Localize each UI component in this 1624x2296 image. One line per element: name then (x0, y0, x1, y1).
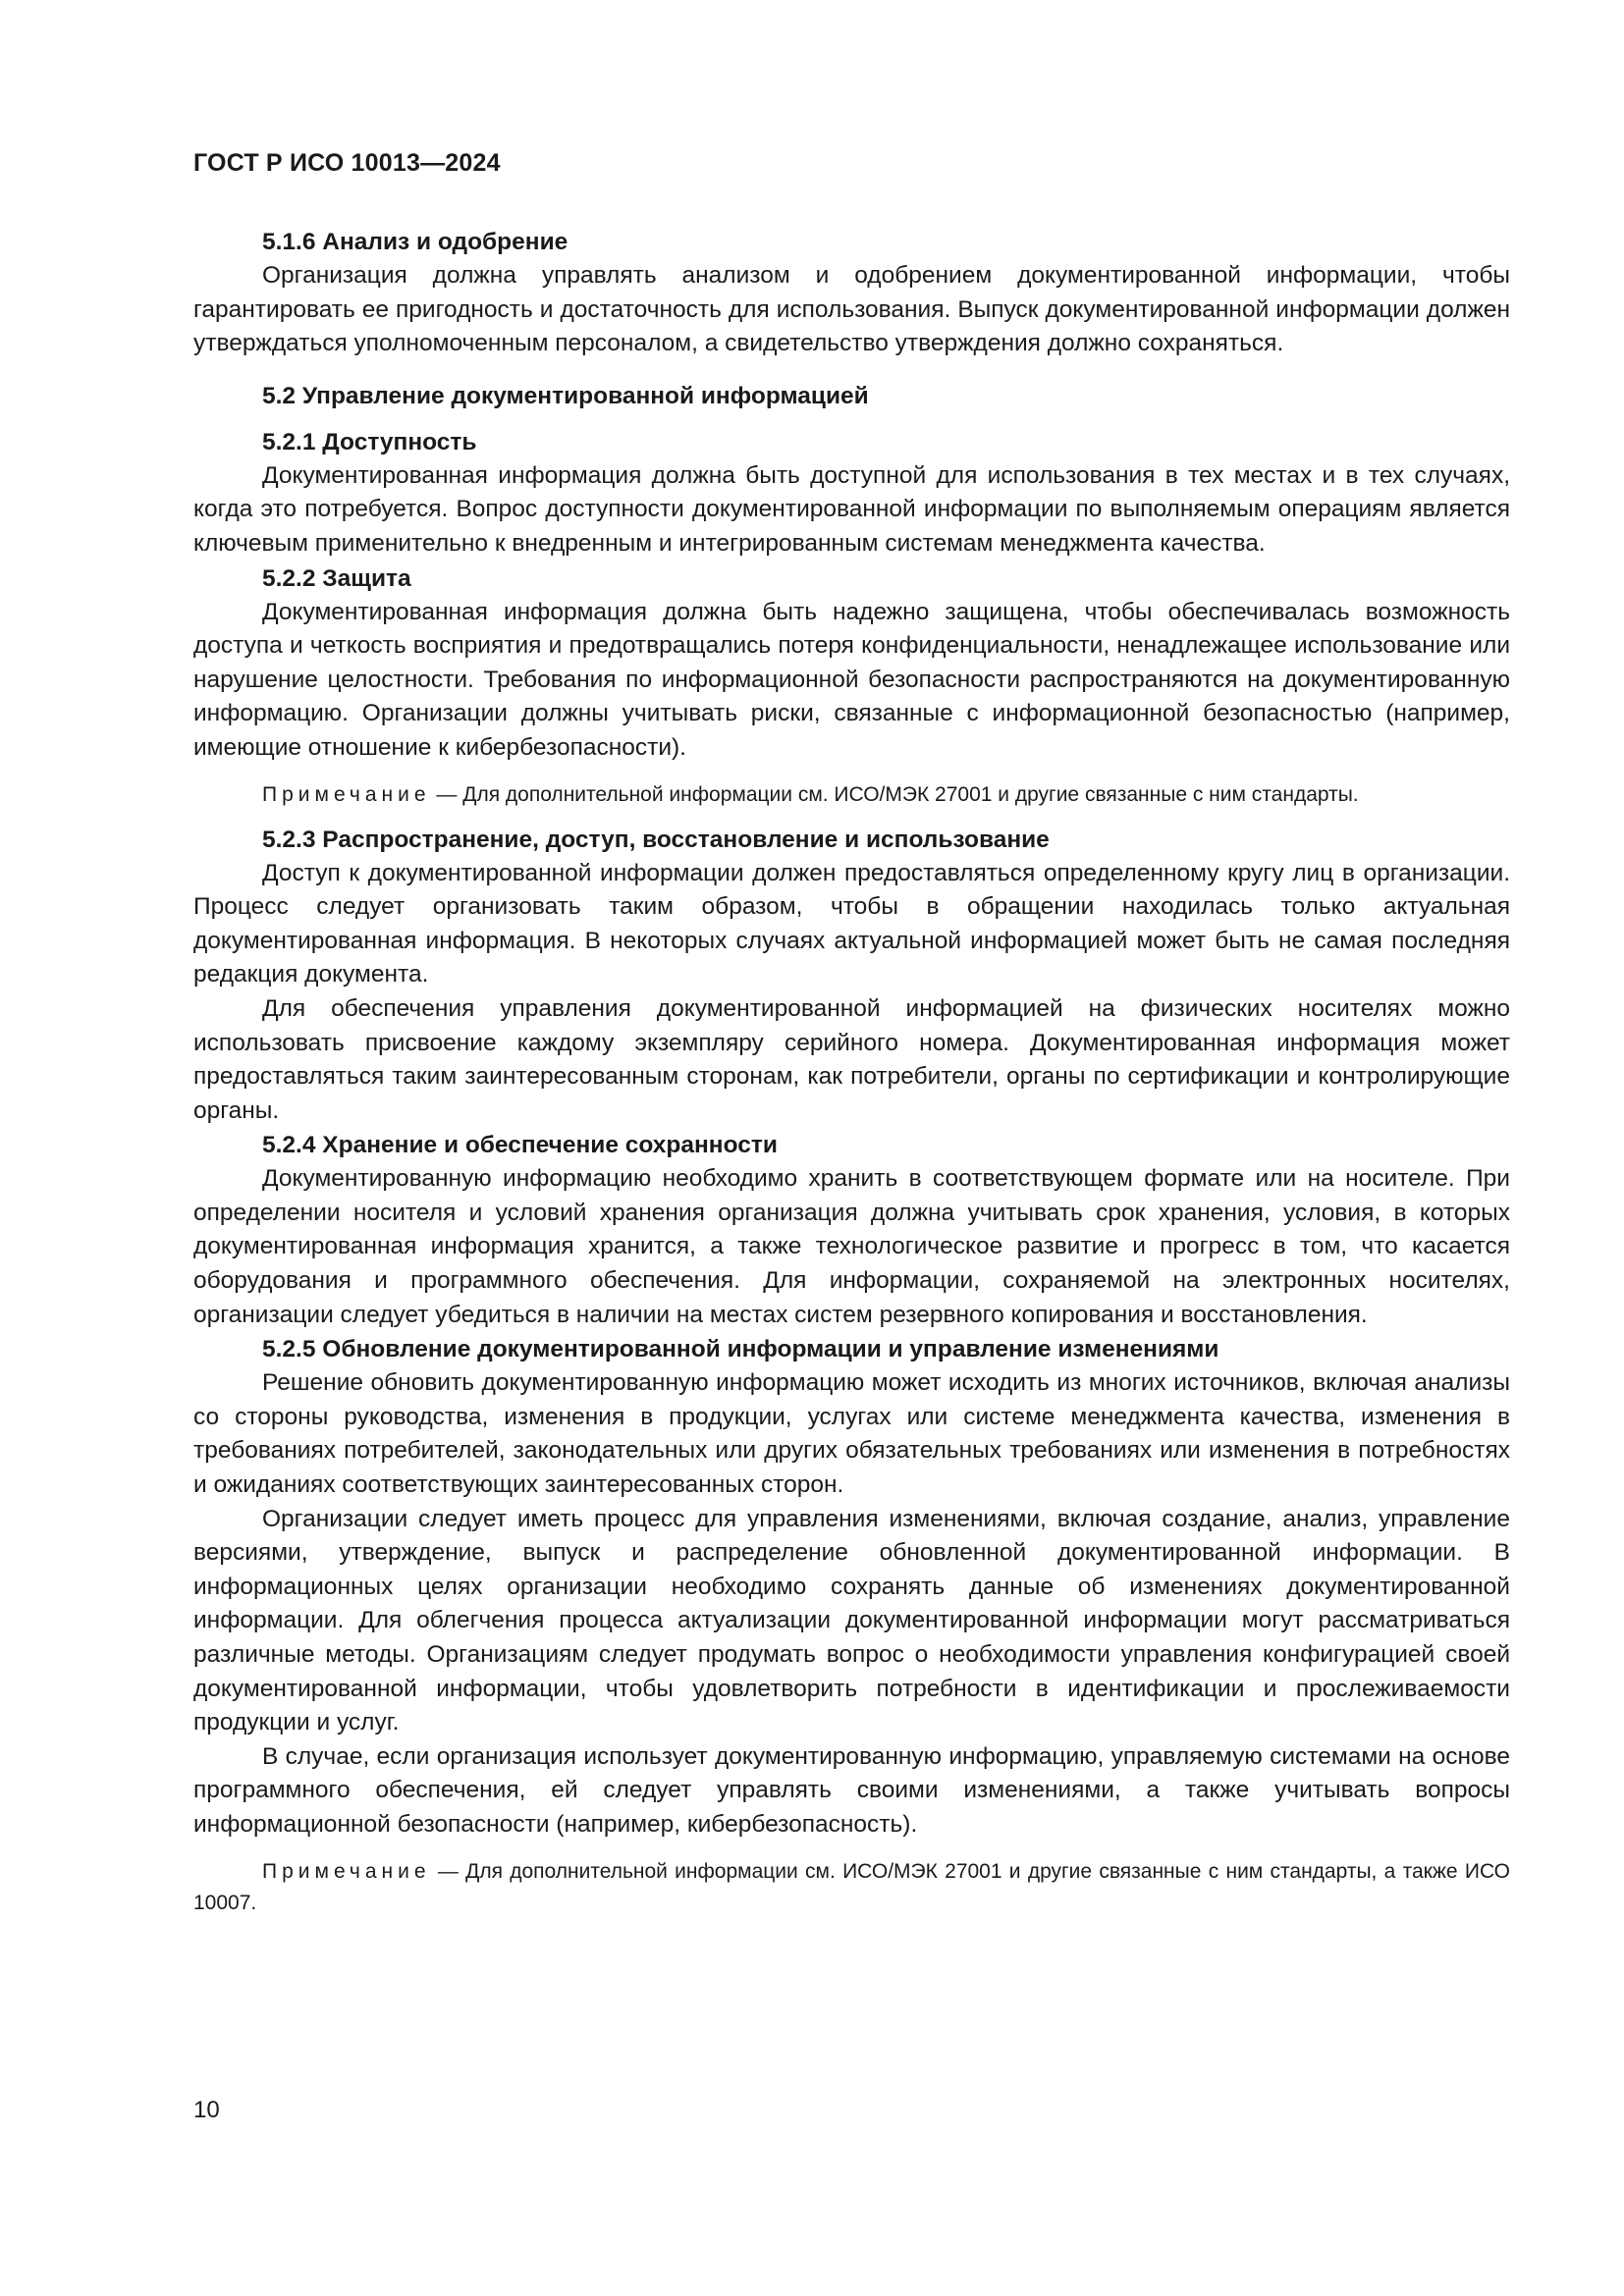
section-5-2-2 (193, 561, 1510, 811)
standard-header: ГОСТ Р ИСО 10013—2024 (193, 149, 501, 177)
section-heading-5-2: 5.2 Управление документированной информацией (262, 382, 869, 409)
paragraph: Организация должна управлять анализом и одобрением документированной информации, чтобы гарантировать ее пригодность и достаточность для использования. Выпуск документированной информации должен утверждаться уполномоченным персоналом, а свидетельство утверждения должно сохраняться. (193, 262, 1510, 357)
section-5-1-6 (193, 225, 1510, 361)
section-heading-5-2-2: 5.2.2 Защита (262, 564, 411, 592)
note (193, 1856, 1510, 1919)
paragraph: Организации следует иметь процесс для управления изменениями, включая создание, анализ, управление версиями, утверждение, выпуск и распределение обновленной документированной информации. В информационных целях организации необходимо сохранять данные об изменениях документированной информации. Для облегчения процесса актуализации документированной информации могут рассматриваться различные методы. Организациям следует продумать вопрос о необходимости управления конфигурацией своей документированной информации, чтобы удовлетворить потребности в идентификации и прослеживаемости продукции и услуг. (193, 1505, 1510, 1736)
section-5-2-5 (193, 1332, 1510, 1918)
section-5-2-1 (193, 425, 1510, 561)
section-5-2-3 (193, 823, 1510, 1129)
paragraph: Документированная информация должна быть надежно защищена, чтобы обеспечивалась возможность доступа и четкость восприятия и предотвращались потеря конфиденциальности, ненадлежащее использование или нарушение целостности. Требования по информационной безопасности распространяются на документированную информацию. Организации должны учитывать риски, связанные с информационной безопасностью (например, имеющие отношение к кибербезопасности). (193, 598, 1510, 761)
note-text: — Для дополнительной информации см. ИСО/МЭК 27001 и другие связанные с ним стандарты, а также ИСО 10007. (193, 1859, 1510, 1914)
section-5-2-4 (193, 1128, 1510, 1332)
section-heading-5-2-3: 5.2.3 Распространение, доступ, восстановление и использование (262, 826, 1050, 853)
note-label: Примечание (262, 1859, 431, 1883)
note-text: — Для дополнительной информации см. ИСО/МЭК 27001 и другие связанные с ним стандарты. (430, 782, 1359, 806)
section-heading-5-1-6: 5.1.6 Анализ и одобрение (262, 229, 568, 255)
paragraph: В случае, если организация использует документированную информацию, управляемую системами на основе программного обеспечения, ей следует управлять своими изменениями, а также учитывать вопросы информационной безопасности (например, кибербезопасность). (193, 1742, 1510, 1838)
paragraph: Документированную информацию необходимо хранить в соответствующем формате или на носителе. При определении носителя и условий хранения организация должна учитывать срок хранения, условия, в которых документированная информация хранится, а также технологическое развитие и прогресс в том, что касается оборудования и программного обеспечения. Для информации, сохраняемой на электронных носителях, организации следует убедиться в наличии на местах систем резервного копирования и восстановления. (193, 1165, 1510, 1328)
section-heading-5-2-4: 5.2.4 Хранение и обеспечение сохранности (262, 1132, 778, 1159)
note-label: Примечание (262, 782, 431, 806)
paragraph: Решение обновить документированную информацию может исходить из многих источников, включая анализы со стороны руководства, изменения в продукции, услугах или системе менеджмента качества, изменения в требованиях потребителей, законодательных или других обязательных требованиях или изменения в потребностях и ожиданиях соответствующих заинтересованных сторон. (193, 1369, 1510, 1499)
section-heading-5-2-1: 5.2.1 Доступность (262, 428, 477, 455)
page-number: 10 (193, 2097, 220, 2123)
page-content (193, 225, 1510, 1931)
paragraph: Доступ к документированной информации должен предоставляться определенному кругу лиц в организации. Процесс следует организовать таким образом, чтобы в обращении находилась только актуальная документированная информация. В некоторых случаях актуальной информацией может быть не самая последняя редакция документа. (193, 859, 1510, 988)
paragraph: Для обеспечения управления документированной информацией на физических носителях можно использовать присвоение каждому экземпляру серийного номера. Документированная информация может предоставляться таким заинтересованным сторонам, как потребители, органы по сертификации и контролирующие органы. (193, 994, 1510, 1124)
note (193, 779, 1510, 811)
section-heading-5-2-5: 5.2.5 Обновление документированной информации и управление изменениями (262, 1336, 1219, 1363)
paragraph: Документированная информация должна быть доступной для использования в тех местах и в тех случаях, когда это потребуется. Вопрос доступности документированной информации по выполняемым операциям является ключевым применительно к внедренным и интегрированным системам менеджмента качества. (193, 461, 1510, 557)
